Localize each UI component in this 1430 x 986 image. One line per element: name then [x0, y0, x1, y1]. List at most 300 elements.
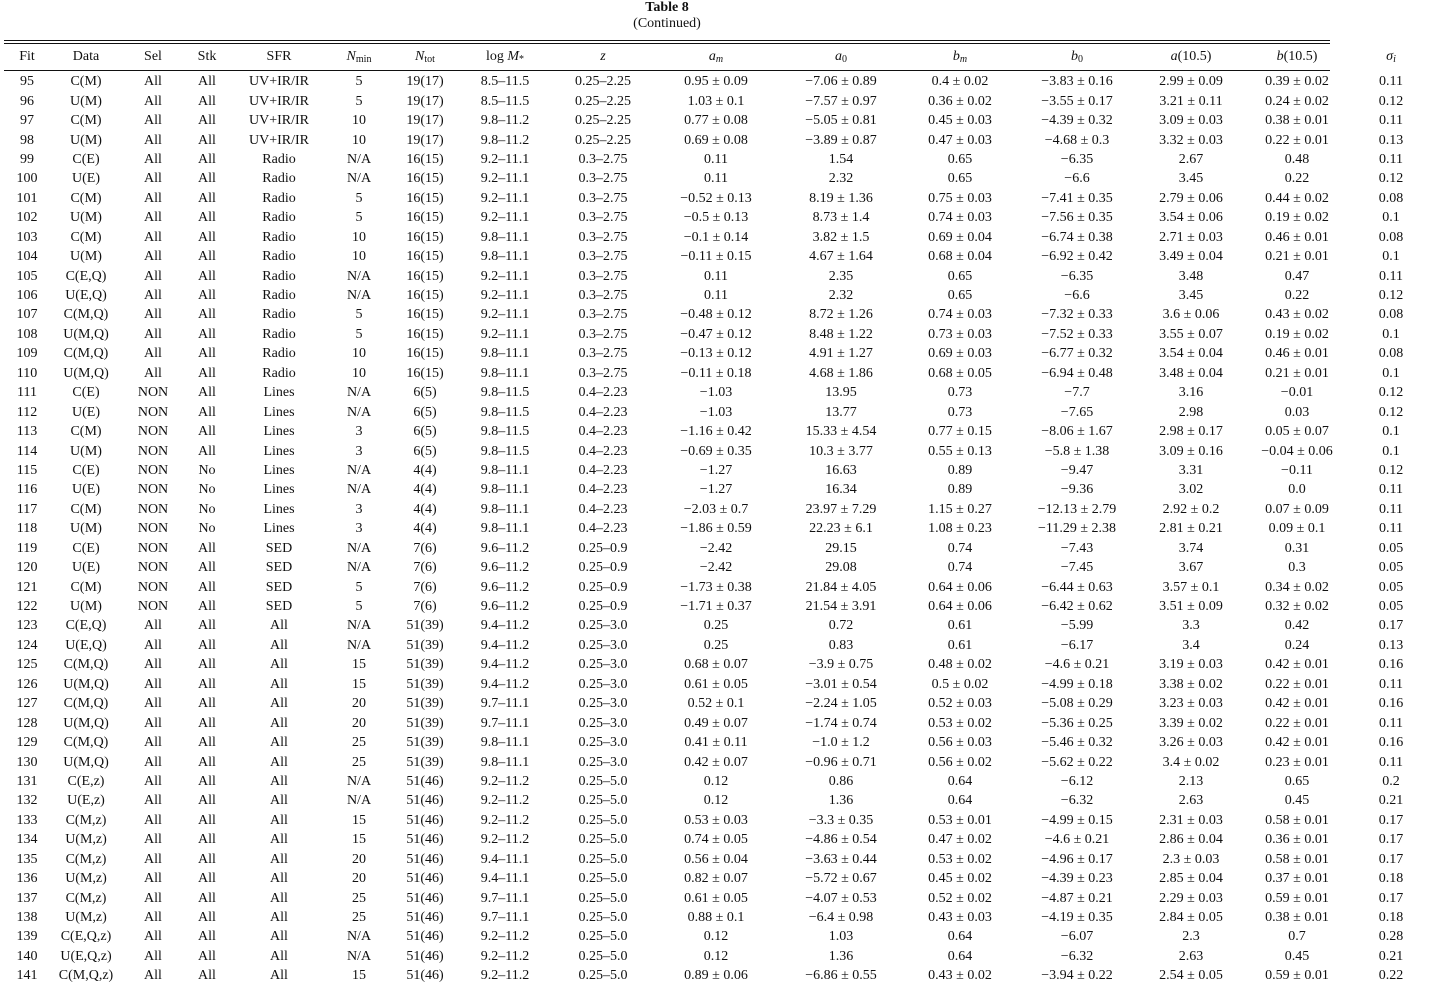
- cell-fit: 116: [16, 482, 38, 498]
- cell-sel: All: [144, 657, 162, 673]
- b0-symbol: b: [1071, 49, 1078, 64]
- cell-data: C(M,Q): [63, 657, 109, 673]
- cell-a105: 3.74: [1178, 540, 1204, 556]
- cell-b105: 0.46 ± 0.01: [1265, 229, 1329, 245]
- cell-a105: 2.3: [1182, 929, 1200, 945]
- cell-fit: 103: [16, 229, 38, 245]
- cell-fit: 133: [16, 812, 38, 828]
- cell-z: 0.3–2.75: [578, 249, 628, 265]
- cell-b105: 0.37 ± 0.01: [1265, 871, 1329, 887]
- cell-ntot: 16(15): [406, 210, 444, 226]
- cell-sigma: 0.17: [1378, 812, 1404, 828]
- am-symbol: a: [708, 49, 716, 64]
- cell-z: 0.4–2.23: [578, 482, 628, 498]
- cell-sigma: 0.18: [1378, 910, 1404, 926]
- cell-z: 0.3–2.75: [578, 210, 628, 226]
- cell-a0: 8.19 ± 1.36: [809, 190, 873, 206]
- cell-am: −1.03: [699, 404, 733, 420]
- cell-fit: 101: [16, 190, 38, 206]
- cell-ntot: 6(5): [413, 385, 437, 401]
- cell-b0: −7.43: [1060, 540, 1094, 556]
- cell-a105: 3.31: [1178, 462, 1204, 478]
- cell-bm: 0.74 ± 0.03: [928, 307, 992, 323]
- cell-fit: 141: [16, 968, 38, 984]
- cell-ntot: 51(46): [406, 871, 444, 887]
- cell-b105: 0.32 ± 0.02: [1265, 599, 1329, 615]
- cell-sigma: 0.12: [1378, 385, 1404, 401]
- cell-sel: All: [144, 171, 162, 187]
- cell-nmin: 25: [352, 910, 366, 926]
- cell-data: C(E,z): [67, 773, 105, 789]
- cell-nmin: N/A: [346, 948, 372, 964]
- cell-fit: 95: [20, 74, 34, 90]
- cell-a0: 22.23 ± 6.1: [809, 521, 873, 537]
- cell-stk: All: [198, 229, 216, 245]
- cell-am: −1.73 ± 0.38: [680, 579, 752, 595]
- cell-nmin: 5: [355, 579, 363, 595]
- cell-stk: No: [198, 521, 216, 537]
- cell-am: −1.16 ± 0.42: [680, 424, 752, 440]
- cell-sigma: 0.17: [1378, 890, 1404, 906]
- cell-a0: 0.83: [828, 637, 854, 653]
- cell-b0: −6.44 ± 0.63: [1041, 579, 1113, 595]
- cell-data: U(E): [72, 171, 100, 187]
- cell-am: −0.11 ± 0.15: [680, 249, 752, 265]
- cell-sigma: 0.12: [1378, 288, 1404, 304]
- cell-data: U(M): [70, 443, 102, 459]
- cell-sigma: 0.05: [1378, 579, 1404, 595]
- cell-bm: 0.47 ± 0.03: [928, 132, 992, 148]
- cell-a105: 3.6 ± 0.06: [1162, 307, 1220, 323]
- table-row: [4, 927, 1430, 946]
- table-row: [4, 908, 1430, 927]
- cell-sel: NON: [137, 501, 169, 517]
- cell-bm: 0.64: [947, 929, 973, 945]
- cell-sigma: 0.11: [1379, 754, 1403, 770]
- cell-data: C(M,z): [65, 890, 107, 906]
- cell-fit: 108: [16, 326, 38, 342]
- cell-b105: 0.22 ± 0.01: [1265, 715, 1329, 731]
- cell-data: C(M): [70, 190, 102, 206]
- cell-b0: −6.74 ± 0.38: [1041, 229, 1113, 245]
- cell-sfr: Radio: [262, 307, 296, 323]
- cell-data: C(E): [72, 540, 100, 556]
- cell-sel: All: [144, 715, 162, 731]
- cell-fit: 130: [16, 754, 38, 770]
- cell-bm: 0.64: [947, 773, 973, 789]
- cell-fit: 105: [16, 268, 38, 284]
- cell-sfr: All: [270, 618, 288, 634]
- cell-data: C(E): [72, 151, 100, 167]
- ntot-subscript: tot: [424, 54, 435, 65]
- cell-ntot: 6(5): [413, 424, 437, 440]
- cell-sel: All: [144, 793, 162, 809]
- cell-sfr: All: [270, 851, 288, 867]
- cell-a105: 3.54 ± 0.04: [1159, 346, 1223, 362]
- logm-subscript: *: [519, 54, 525, 65]
- cell-b0: −3.94 ± 0.22: [1041, 968, 1113, 984]
- cell-a105: 2.98: [1178, 404, 1204, 420]
- cell-sfr: All: [270, 735, 288, 751]
- cell-bm: 0.68 ± 0.05: [928, 365, 992, 381]
- cell-nmin: 3: [355, 424, 363, 440]
- cell-am: 0.77 ± 0.08: [684, 113, 748, 129]
- cell-data: U(E,Q): [65, 288, 107, 304]
- cell-sigma: 0.08: [1378, 307, 1404, 323]
- cell-sel: NON: [137, 521, 169, 537]
- cell-data: C(E): [72, 462, 100, 478]
- cell-a105: 3.23 ± 0.03: [1159, 696, 1223, 712]
- cell-a105: 3.21 ± 0.11: [1159, 93, 1223, 109]
- cell-stk: All: [198, 871, 216, 887]
- nmin-symbol: N: [346, 49, 356, 64]
- cell-a0: 21.84 ± 4.05: [805, 579, 877, 595]
- cell-a105: 3.16: [1178, 385, 1204, 401]
- cell-b105: 0.24 ± 0.02: [1265, 93, 1329, 109]
- cell-fit: 114: [16, 443, 38, 459]
- cell-a0: −3.9 ± 0.75: [808, 657, 874, 673]
- logm-symbol: M: [507, 49, 520, 64]
- cell-sfr: Lines: [263, 404, 295, 420]
- table-title: Table 8: [645, 0, 689, 15]
- cell-b105: 0.44 ± 0.02: [1265, 190, 1329, 206]
- cell-b105: 0.45: [1284, 948, 1310, 964]
- cell-sfr: Radio: [262, 288, 296, 304]
- cell-sigma: 0.12: [1378, 404, 1404, 420]
- cell-data: U(E): [72, 482, 100, 498]
- cell-ntot: 51(39): [406, 735, 444, 751]
- cell-b0: −5.08 ± 0.29: [1041, 696, 1113, 712]
- cell-nmin: 3: [355, 443, 363, 459]
- cell-sigma: 0.22: [1378, 968, 1404, 984]
- cell-am: 0.89 ± 0.06: [684, 968, 748, 984]
- cell-sfr: SED: [265, 560, 293, 576]
- cell-nmin: 5: [355, 307, 363, 323]
- cell-sfr: Lines: [263, 521, 295, 537]
- cell-sigma: 0.11: [1379, 676, 1403, 692]
- cell-ntot: 16(15): [406, 151, 444, 167]
- cell-sigma: 0.11: [1379, 74, 1403, 90]
- cell-fit: 127: [16, 696, 38, 712]
- cell-a105: 3.48 ± 0.04: [1159, 365, 1223, 381]
- header-row: [4, 45, 1430, 69]
- cell-a0: 10.3 ± 3.77: [809, 443, 873, 459]
- cell-a0: 13.95: [825, 385, 857, 401]
- cell-ntot: 7(6): [413, 560, 437, 576]
- cell-am: 0.11: [704, 268, 728, 284]
- cell-logm: 9.7–11.1: [480, 910, 530, 926]
- cell-nmin: N/A: [346, 482, 372, 498]
- cell-b0: −9.47: [1060, 462, 1094, 478]
- table-row: [4, 752, 1430, 771]
- cell-bm: 0.89: [947, 462, 973, 478]
- table-row: [4, 266, 1430, 285]
- cell-sfr: All: [270, 948, 288, 964]
- table-row: [4, 344, 1430, 363]
- data-table: [4, 45, 1430, 986]
- cell-bm: 0.73: [947, 404, 973, 420]
- cell-data: C(M): [70, 501, 102, 517]
- cell-bm: 0.56 ± 0.03: [928, 735, 992, 751]
- cell-sigma: 0.17: [1378, 851, 1404, 867]
- cell-stk: All: [198, 307, 216, 323]
- cell-a105: 2.81 ± 0.21: [1159, 521, 1223, 537]
- cell-z: 0.4–2.23: [578, 501, 628, 517]
- table-row: [4, 69, 1430, 91]
- a0-symbol: a: [835, 49, 842, 64]
- cell-a0: −5.05 ± 0.81: [805, 113, 877, 129]
- cell-z: 0.4–2.23: [578, 424, 628, 440]
- cell-a0: 1.36: [828, 948, 854, 964]
- cell-ntot: 16(15): [406, 326, 444, 342]
- cell-a105: 3.4 ± 0.02: [1162, 754, 1220, 770]
- cell-b105: 0.39 ± 0.02: [1265, 74, 1329, 90]
- cell-stk: All: [198, 890, 216, 906]
- table-row: [4, 150, 1430, 169]
- cell-a0: −3.89 ± 0.87: [805, 132, 877, 148]
- cell-bm: 0.55 ± 0.13: [928, 443, 992, 459]
- cell-a0: 23.97 ± 7.29: [805, 501, 877, 517]
- a105-symbol: a: [1170, 49, 1178, 64]
- cell-sigma: 0.1: [1382, 326, 1400, 342]
- cell-sfr: All: [270, 773, 288, 789]
- cell-b105: 0.42 ± 0.01: [1265, 696, 1329, 712]
- table-row: [4, 500, 1430, 519]
- cell-nmin: 5: [355, 210, 363, 226]
- cell-sigma: 0.11: [1379, 151, 1403, 167]
- cell-sfr: Radio: [262, 171, 296, 187]
- cell-b0: −6.42 ± 0.62: [1041, 599, 1113, 615]
- cell-ntot: 16(15): [406, 190, 444, 206]
- cell-sfr: All: [270, 657, 288, 673]
- cell-stk: All: [198, 151, 216, 167]
- cell-a105: 3.09 ± 0.16: [1159, 443, 1223, 459]
- cell-am: 0.41 ± 0.11: [684, 735, 748, 751]
- cell-a0: 1.03: [828, 929, 854, 945]
- table-row: [4, 305, 1430, 324]
- cell-a0: 2.32: [828, 288, 854, 304]
- cell-bm: 1.08 ± 0.23: [928, 521, 992, 537]
- cell-b0: −6.35: [1060, 151, 1094, 167]
- cell-b105: 0.42 ± 0.01: [1265, 657, 1329, 673]
- table-body: [4, 69, 1430, 986]
- table-row: [4, 694, 1430, 713]
- cell-stk: No: [198, 501, 216, 517]
- cell-a105: 2.3 ± 0.03: [1162, 851, 1220, 867]
- cell-ntot: 51(39): [406, 618, 444, 634]
- cell-nmin: N/A: [346, 385, 372, 401]
- cell-ntot: 4(4): [413, 482, 437, 498]
- bm-subscript: m: [959, 54, 968, 65]
- cell-sel: All: [144, 132, 162, 148]
- cell-bm: 0.5 ± 0.02: [931, 676, 989, 692]
- cell-fit: 140: [16, 948, 38, 964]
- cell-data: U(M,z): [65, 832, 107, 848]
- cell-fit: 104: [16, 249, 38, 265]
- cell-logm: 9.6–11.2: [480, 560, 530, 576]
- table-row: [4, 91, 1430, 110]
- cell-logm: 9.2–11.1: [480, 190, 530, 206]
- cell-bm: 0.45 ± 0.03: [928, 113, 992, 129]
- cell-b0: −7.65: [1060, 404, 1094, 420]
- col-header-sel: Sel: [144, 49, 162, 64]
- cell-sel: All: [144, 74, 162, 90]
- cell-fit: 110: [16, 365, 38, 381]
- cell-stk: All: [198, 540, 216, 556]
- cell-ntot: 51(39): [406, 637, 444, 653]
- cell-sfr: Radio: [262, 190, 296, 206]
- cell-z: 0.3–2.75: [578, 171, 628, 187]
- cell-sfr: SED: [265, 599, 293, 615]
- cell-am: 0.11: [704, 288, 728, 304]
- cell-logm: 8.5–11.5: [480, 93, 530, 109]
- table-row: [4, 966, 1430, 985]
- cell-z: 0.3–2.75: [578, 365, 628, 381]
- cell-a105: 3.02: [1178, 482, 1204, 498]
- cell-bm: 0.64: [947, 948, 973, 964]
- cell-fit: 119: [16, 540, 38, 556]
- cell-bm: 0.74: [947, 540, 973, 556]
- cell-ntot: 51(46): [406, 910, 444, 926]
- cell-sel: NON: [137, 424, 169, 440]
- cell-stk: All: [198, 618, 216, 634]
- cell-nmin: 10: [352, 132, 366, 148]
- bm-symbol: b: [952, 49, 960, 64]
- cell-bm: 0.36 ± 0.02: [928, 93, 992, 109]
- col-header-a105: [1140, 45, 1242, 69]
- cell-nmin: N/A: [346, 288, 372, 304]
- cell-a0: −3.63 ± 0.44: [805, 851, 877, 867]
- cell-nmin: 20: [352, 871, 366, 887]
- col-header-ntot: [390, 45, 460, 69]
- cell-logm: 9.8–11.1: [480, 462, 530, 478]
- cell-am: −0.13 ± 0.12: [680, 346, 752, 362]
- cell-b0: −7.32 ± 0.33: [1041, 307, 1113, 323]
- cell-a0: 13.77: [825, 404, 857, 420]
- cell-logm: 9.6–11.2: [480, 579, 530, 595]
- cell-am: −0.48 ± 0.12: [680, 307, 752, 323]
- cell-ntot: 51(39): [406, 715, 444, 731]
- sigma-symbol: σ: [1386, 49, 1394, 64]
- cell-fit: 107: [16, 307, 38, 323]
- cell-stk: All: [198, 851, 216, 867]
- table-row: [4, 850, 1430, 869]
- cell-sel: All: [144, 812, 162, 828]
- cell-sel: All: [144, 832, 162, 848]
- cell-stk: All: [198, 74, 216, 90]
- cell-logm: 9.8–11.5: [480, 424, 530, 440]
- table-row: [4, 655, 1430, 674]
- cell-a105: 2.29 ± 0.03: [1159, 890, 1223, 906]
- top-rule-double: [4, 43, 1330, 44]
- cell-data: U(E): [72, 404, 100, 420]
- cell-ntot: 19(17): [406, 93, 444, 109]
- cell-bm: 0.64: [947, 793, 973, 809]
- cell-b105: 0.58 ± 0.01: [1265, 812, 1329, 828]
- table-row: [4, 286, 1430, 305]
- cell-am: −0.11 ± 0.18: [680, 365, 752, 381]
- cell-data: U(M,z): [65, 871, 107, 887]
- cell-ntot: 16(15): [406, 288, 444, 304]
- cell-ntot: 16(15): [406, 307, 444, 323]
- cell-b0: −12.13 ± 2.79: [1037, 501, 1117, 517]
- cell-sel: All: [144, 676, 162, 692]
- cell-b0: −6.6: [1064, 288, 1090, 304]
- cell-fit: 139: [16, 929, 38, 945]
- top-rule: [4, 40, 1330, 41]
- table-row: [4, 616, 1430, 635]
- am-subscript: m: [715, 54, 724, 65]
- cell-ntot: 51(46): [406, 890, 444, 906]
- cell-a105: 3.67: [1178, 560, 1204, 576]
- cell-stk: All: [198, 910, 216, 926]
- col-header-a0: [776, 45, 906, 69]
- cell-stk: All: [198, 346, 216, 362]
- cell-stk: All: [198, 132, 216, 148]
- cell-nmin: 15: [352, 657, 366, 673]
- cell-nmin: 15: [352, 832, 366, 848]
- cell-am: −2.03 ± 0.7: [683, 501, 749, 517]
- cell-sel: All: [144, 288, 162, 304]
- nmin-subscript: min: [355, 54, 372, 65]
- cell-a105: 2.54 ± 0.05: [1159, 968, 1223, 984]
- cell-b105: 0.0: [1288, 482, 1306, 498]
- cell-z: 0.25–0.9: [578, 560, 628, 576]
- cell-stk: All: [198, 171, 216, 187]
- cell-b105: 0.21 ± 0.01: [1265, 249, 1329, 265]
- cell-fit: 134: [16, 832, 38, 848]
- cell-stk: All: [198, 93, 216, 109]
- cell-data: U(M,Q): [63, 326, 109, 342]
- cell-z: 0.3–2.75: [578, 307, 628, 323]
- cell-sfr: All: [270, 793, 288, 809]
- cell-data: C(M): [70, 229, 102, 245]
- cell-b0: −4.68 ± 0.3: [1044, 132, 1110, 148]
- cell-sigma: 0.1: [1382, 210, 1400, 226]
- cell-sigma: 0.1: [1382, 443, 1400, 459]
- cell-sfr: UV+IR/IR: [248, 113, 309, 129]
- cell-nmin: N/A: [346, 404, 372, 420]
- cell-data: U(M): [70, 93, 102, 109]
- cell-b105: 0.19 ± 0.02: [1265, 210, 1329, 226]
- cell-am: −2.42: [699, 540, 733, 556]
- cell-a0: −7.57 ± 0.97: [805, 93, 877, 109]
- cell-sel: NON: [137, 599, 169, 615]
- cell-a0: −3.01 ± 0.54: [805, 676, 877, 692]
- cell-sfr: UV+IR/IR: [248, 74, 309, 90]
- cell-am: 0.25: [703, 618, 729, 634]
- cell-sel: All: [144, 307, 162, 323]
- cell-stk: All: [198, 832, 216, 848]
- cell-sfr: Radio: [262, 229, 296, 245]
- cell-stk: All: [198, 385, 216, 401]
- cell-logm: 9.4–11.1: [480, 851, 530, 867]
- cell-bm: 0.53 ± 0.01: [928, 812, 992, 828]
- table-row: [4, 636, 1430, 655]
- cell-am: −1.27: [699, 462, 733, 478]
- cell-fit: 102: [16, 210, 38, 226]
- cell-bm: 0.75 ± 0.03: [928, 190, 992, 206]
- table-row: [4, 111, 1430, 130]
- cell-logm: 9.4–11.2: [480, 657, 530, 673]
- cell-sigma: 0.12: [1378, 93, 1404, 109]
- cell-sigma: 0.16: [1378, 696, 1404, 712]
- cell-stk: All: [198, 579, 216, 595]
- cell-b0: −4.6 ± 0.21: [1044, 657, 1110, 673]
- cell-sfr: UV+IR/IR: [248, 132, 309, 148]
- col-header-am: [656, 45, 776, 69]
- cell-sigma: 0.11: [1379, 501, 1403, 517]
